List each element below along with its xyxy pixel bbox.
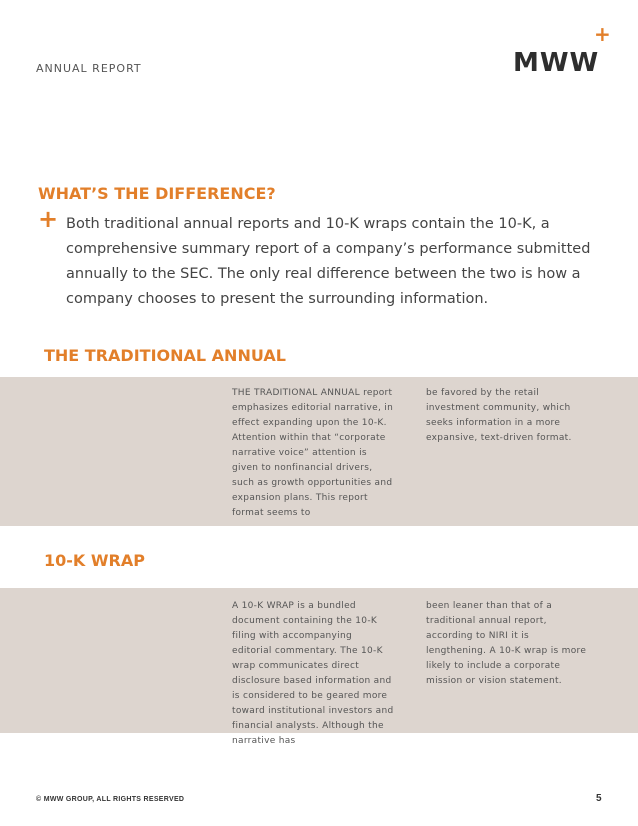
traditional-annual-band: [0, 377, 638, 526]
header-label: ANNUAL REPORT: [36, 62, 142, 75]
footer-copyright: © MWW GROUP, ALL RIGHTS RESERVED: [36, 796, 185, 803]
logo-plus-icon: +: [594, 22, 611, 46]
traditional-annual-col2: be favored by the retail investment community, which seeks information in a more expansive, text-driven format.: [426, 388, 572, 443]
traditional-annual-title: THE TRADITIONAL ANNUAL: [44, 346, 286, 365]
10k-wrap-col1: A 10-K WRAP is a bundled document containing the 10-K filing with accompanying editorial commentary. The 10-K wrap communicates direct disclosure based information and is considered to be geared more toward institutional investors and financial analysts. Although the narrative has: [232, 601, 394, 746]
10k-wrap-title: 10-K WRAP: [44, 551, 145, 570]
traditional-annual-col1: THE TRADITIONAL ANNUAL report emphasizes editorial narrative, in effect expanding upon the 10-K. Attention within that “corporate narrative voice” attention is given to nonfinancial drivers, such as growth opportunities and expansion plans. This report format seems to: [232, 388, 394, 518]
10k-wrap-col2: been leaner than that of a traditional annual report, according to NIRI it is lengthening. A 10-K wrap is more likely to include a corporate mission or vision statement.: [426, 601, 587, 686]
plus-bullet-icon: +: [38, 205, 59, 233]
logo-text: MWW: [513, 48, 600, 78]
10k-wrap-band: [0, 588, 638, 746]
section-title: WHAT’S THE DIFFERENCE?: [38, 184, 276, 203]
intro-paragraph: Both traditional annual reports and 10-K wraps contain the 10-K, a comprehensive summary report of a company’s performance submitted annually to the SEC. The only real difference between the two is how a company chooses to present the surrounding information.: [66, 216, 591, 307]
page-number: 5: [596, 793, 602, 804]
